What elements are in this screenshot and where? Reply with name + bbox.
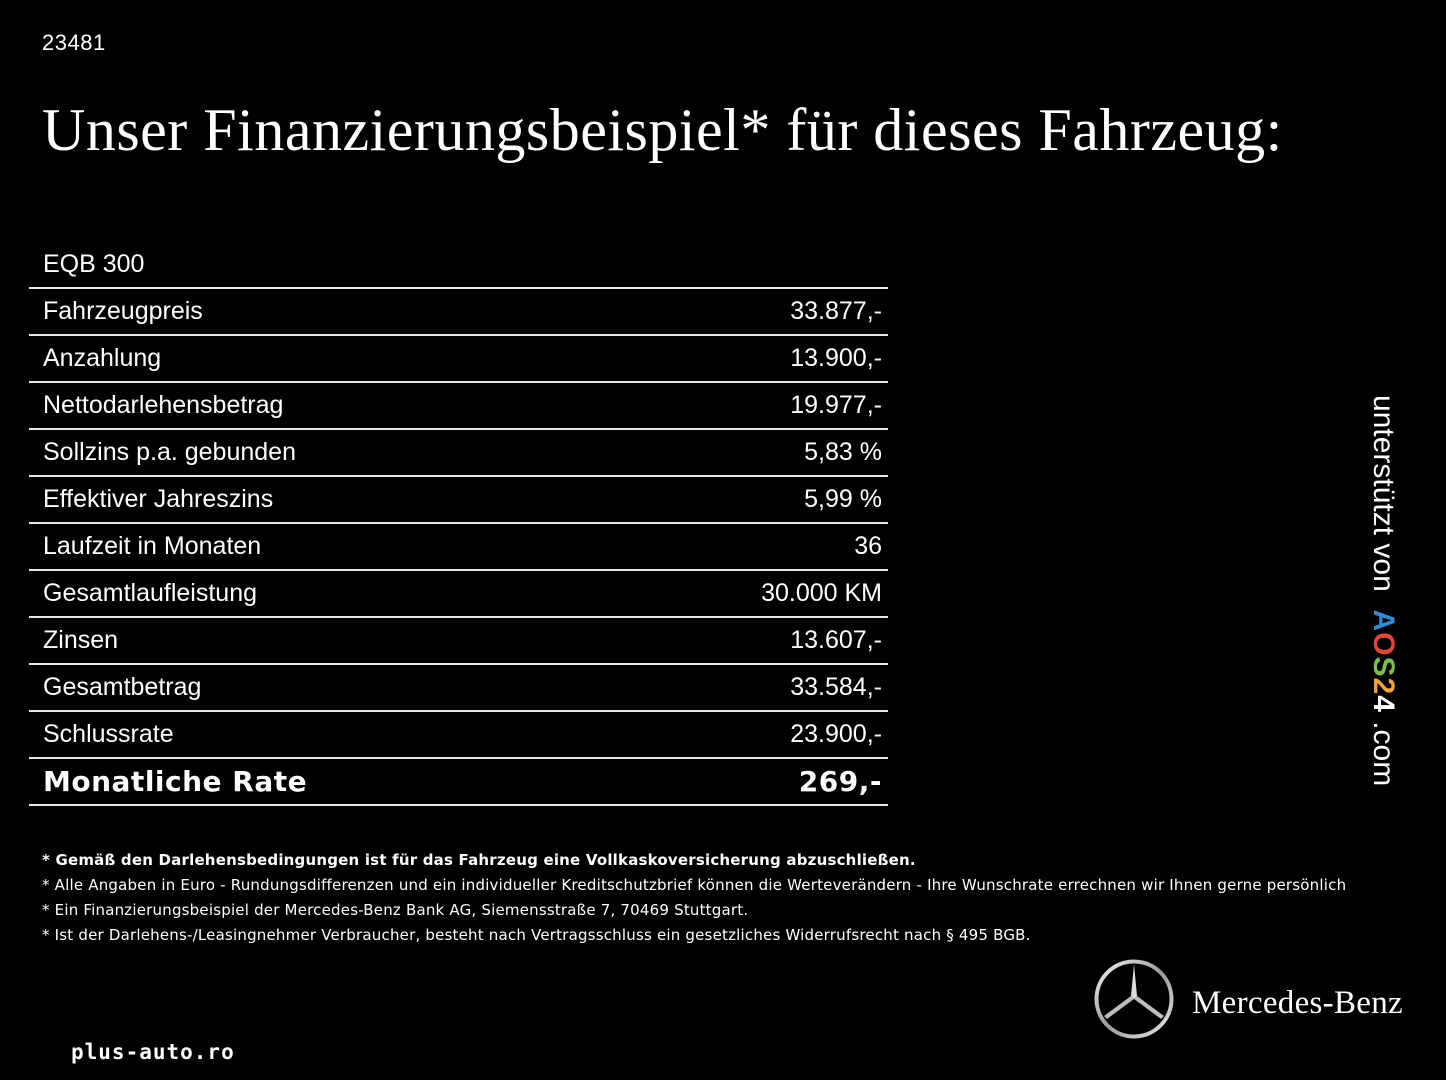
footnote: * Ein Finanzierungsbeispiel der Mercedes-Benz Bank AG, Siemensstraße 7, 70469 Stuttgart. bbox=[42, 901, 749, 919]
vehicle-model: EQB 300 bbox=[29, 241, 888, 289]
table-row bbox=[29, 712, 888, 759]
table-row bbox=[29, 524, 888, 571]
table-row bbox=[29, 289, 888, 336]
aos24-logo-letter: 2 bbox=[1367, 677, 1400, 696]
mercedes-benz-wordmark: Mercedes-Benz bbox=[1192, 985, 1403, 1021]
row-value: 19.977,- bbox=[790, 391, 882, 419]
monthly-rate-value: 269,- bbox=[798, 765, 882, 798]
row-label: Nettodarlehensbetrag bbox=[43, 391, 284, 419]
monthly-rate-row bbox=[29, 759, 888, 806]
row-label: Gesamtlaufleistung bbox=[43, 579, 258, 607]
row-value: 5,83 % bbox=[804, 438, 882, 466]
row-label: Anzahlung bbox=[43, 344, 162, 372]
supported-by-text: unterstützt von bbox=[1367, 395, 1400, 592]
row-label: Gesamtbetrag bbox=[43, 673, 202, 701]
row-value: 5,99 % bbox=[804, 485, 882, 513]
financing-table bbox=[29, 241, 888, 806]
row-value: 23.900,- bbox=[790, 720, 882, 748]
aos24-logo bbox=[1367, 600, 1400, 713]
supported-by-banner bbox=[1363, 395, 1403, 787]
page-title: Unser Finanzierungsbeispiel* für dieses Fahrzeug: bbox=[42, 97, 1283, 163]
table-row bbox=[29, 618, 888, 665]
row-label: Schlussrate bbox=[43, 720, 174, 748]
reference-id: 23481 bbox=[42, 30, 106, 55]
row-value: 13.900,- bbox=[790, 344, 882, 372]
footnotes bbox=[42, 848, 1422, 948]
aos24-logo-letter: 4 bbox=[1367, 695, 1400, 713]
row-value: 33.877,- bbox=[790, 297, 882, 325]
mercedes-star-icon bbox=[1093, 958, 1175, 1040]
footnote: * Alle Angaben in Euro - Rundungsdifferenzen und ein individueller Kreditschutzbrief können die Werteverändern - Ihre Wunschrate errechnen wir Ihnen gerne persönlich bbox=[42, 876, 1347, 894]
footnote: * Ist der Darlehens-/Leasingnehmer Verbraucher, besteht nach Vertragsschluss ein gesetzliches Widerrufsrecht nach § 495 BGB. bbox=[42, 926, 1031, 944]
footnote: * Gemäß den Darlehensbedingungen ist für das Fahrzeug eine Vollkaskoversicherung abzuschließen. bbox=[42, 851, 916, 869]
table-row bbox=[29, 430, 888, 477]
aos24-domain: .com bbox=[1367, 721, 1400, 787]
table-row bbox=[29, 571, 888, 618]
aos24-logo-letter: S bbox=[1367, 656, 1400, 678]
aos24-logo-letter: A bbox=[1367, 609, 1400, 633]
row-value: 30.000 KM bbox=[761, 579, 882, 607]
table-row bbox=[29, 336, 888, 383]
row-value: 33.584,- bbox=[790, 673, 882, 701]
site-watermark: plus-auto.ro bbox=[71, 1040, 235, 1064]
row-value: 13.607,- bbox=[790, 626, 882, 654]
row-value: 36 bbox=[854, 532, 882, 560]
row-label: Effektiver Jahreszins bbox=[43, 485, 274, 513]
row-label: Fahrzeugpreis bbox=[43, 297, 203, 325]
table-row bbox=[29, 383, 888, 430]
monthly-rate-label: Monatliche Rate bbox=[43, 765, 308, 798]
row-label: Sollzins p.a. gebunden bbox=[43, 438, 296, 466]
row-label: Laufzeit in Monaten bbox=[43, 532, 262, 560]
table-row bbox=[29, 477, 888, 524]
table-row bbox=[29, 665, 888, 712]
row-label: Zinsen bbox=[43, 626, 119, 654]
aos24-logo-letter: O bbox=[1367, 632, 1400, 657]
